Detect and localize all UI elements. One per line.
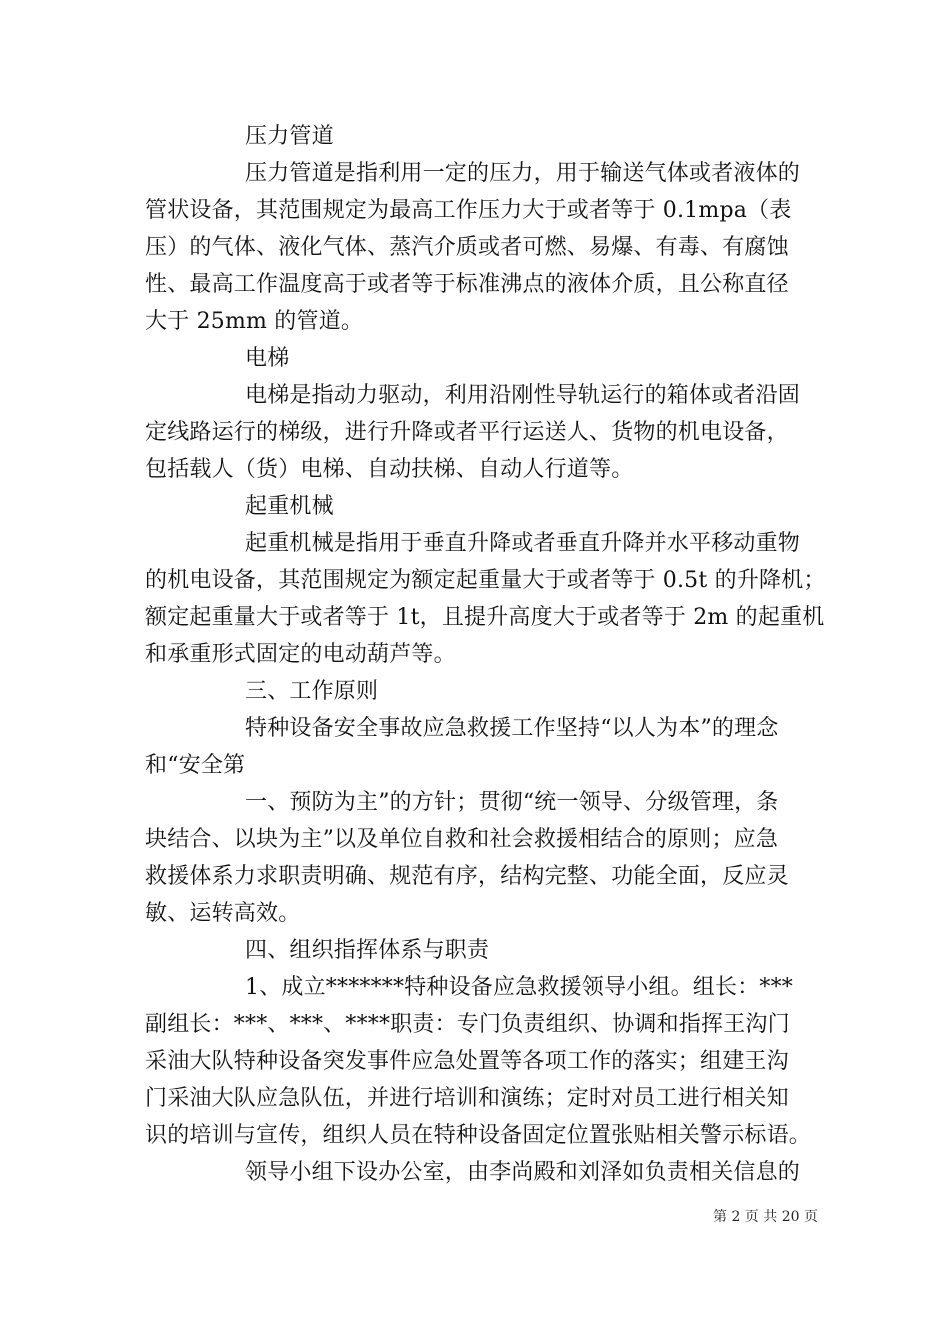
page-number: 第 2 页 共 20 页 xyxy=(713,1209,818,1225)
paragraph-line: 包括载人（货）电梯、自动扶梯、自动人行道等。 xyxy=(145,457,634,482)
paragraph-line: 救援体系力求职责明确、规范有序，结构完整、功能全面，反应灵 xyxy=(145,864,789,889)
paragraph-line: 特种设备安全事故应急救援工作坚持“以人为本”的理念 xyxy=(245,716,779,741)
paragraph-line: 性、最高工作温度高于或者等于标准沸点的液体介质，且公称直径 xyxy=(145,272,789,297)
paragraph-line: 一、预防为主”的方针；贯彻“统一领导、分级管理，条 xyxy=(245,790,779,815)
paragraph-line: 电梯是指动力驱动，利用沿刚性导轨运行的箱体或者沿固 xyxy=(245,383,801,408)
paragraph-line: 起重机械是指用于垂直升降或者垂直升降并水平移动重物 xyxy=(245,531,801,556)
heading-elevator: 电梯 xyxy=(245,346,290,371)
paragraph-line: 额定起重量大于或者等于 1t，且提升高度大于或者等于 2m 的起重机 xyxy=(145,605,825,630)
heading-pressure-pipe: 压力管道 xyxy=(245,124,334,149)
paragraph-line: 定线路运行的梯级，进行升降或者平行运送人、货物的机电设备， xyxy=(145,420,789,445)
paragraph-line: 采油大队特种设备突发事件应急处置等各项工作的落实；组建王沟 xyxy=(145,1049,789,1074)
heading-lifting-machinery: 起重机械 xyxy=(245,494,334,519)
heading-work-principles: 三、工作原则 xyxy=(245,679,379,704)
paragraph-line: 和承重形式固定的电动葫芦等。 xyxy=(145,642,456,667)
paragraph-line: 门采油大队应急队伍，并进行培训和演练；定时对员工进行相关知 xyxy=(145,1086,789,1111)
paragraph-line: 和“安全第 xyxy=(145,753,246,778)
paragraph-line: 的机电设备，其范围规定为额定起重量大于或者等于 0.5t 的升降机； xyxy=(145,568,826,593)
paragraph-line: 压力管道是指利用一定的压力，用于输送气体或者液体的 xyxy=(245,161,801,186)
paragraph-line: 管状设备，其范围规定为最高工作压力大于或者等于 0.1mpa（表 xyxy=(145,198,792,223)
paragraph-line: 领导小组下设办公室，由李尚殿和刘泽如负责相关信息的 xyxy=(245,1160,801,1185)
paragraph-line: 压）的气体、液化气体、蒸汽介质或者可燃、易爆、有毒、有腐蚀 xyxy=(145,235,789,260)
paragraph-line: 副组长：***、***、****职责：专门负责组织、协调和指挥王沟门 xyxy=(145,1012,790,1037)
paragraph-line: 块结合、以块为主”以及单位自救和社会救援相结合的原则；应急 xyxy=(145,827,779,852)
paragraph-line: 大于 25mm 的管道。 xyxy=(145,309,364,334)
paragraph-line: 识的培训与宣传，组织人员在特种设备固定位置张贴相关警示标语。 xyxy=(145,1123,812,1148)
paragraph-line: 敏、运转高效。 xyxy=(145,901,301,926)
paragraph-line: 1、成立*******特种设备应急救援领导小组。组长：*** xyxy=(245,975,793,1000)
heading-organization: 四、组织指挥体系与职责 xyxy=(245,938,490,963)
